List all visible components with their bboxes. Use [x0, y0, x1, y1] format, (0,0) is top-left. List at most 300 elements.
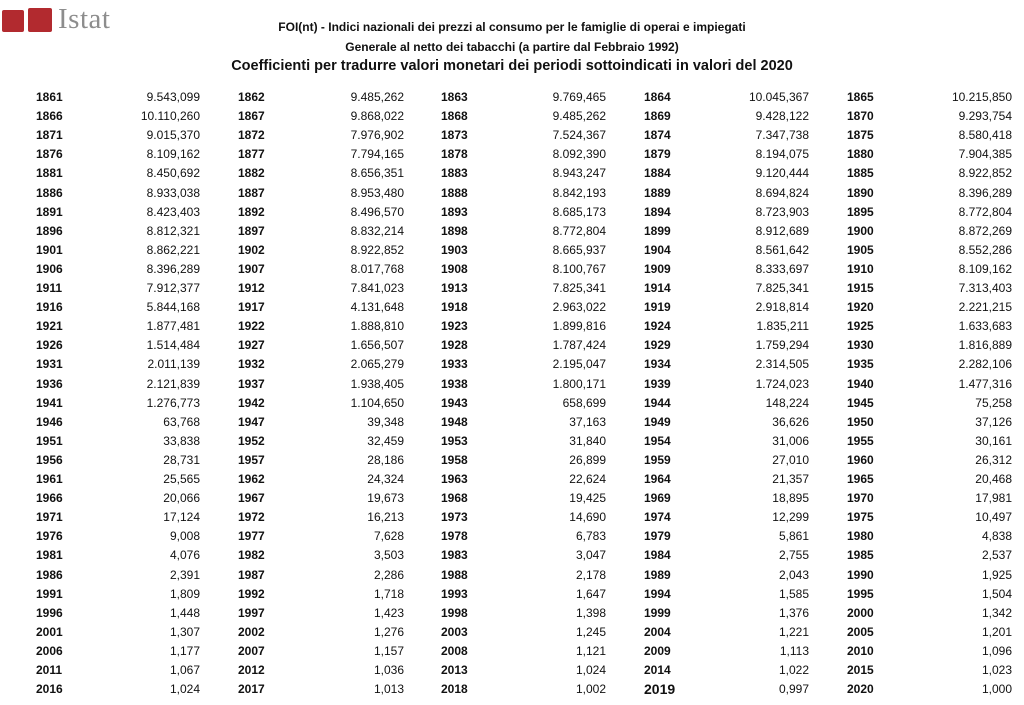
table-row [0, 470, 1024, 489]
year-cell: 1949 [644, 414, 671, 429]
table-row [0, 623, 1024, 642]
year-cell: 1954 [644, 433, 671, 448]
year-cell: 1977 [238, 529, 265, 544]
coefficient-cell: 7.313,403 [958, 281, 1012, 295]
year-cell: 1972 [238, 510, 265, 525]
coefficient-cell: 28,731 [163, 452, 200, 467]
year-cell: 1880 [847, 147, 874, 162]
year-cell: 1921 [36, 319, 63, 334]
coefficient-cell: 33,838 [163, 433, 200, 448]
year-cell: 1939 [644, 376, 671, 391]
coefficient-cell: 8.872,269 [958, 223, 1012, 238]
coefficient-cell: 1,245 [575, 624, 606, 639]
year-cell: 1945 [847, 395, 874, 410]
table-row [0, 680, 1024, 699]
coefficient-cell: 1,113 [779, 643, 809, 658]
coefficient-cell: 8.423,403 [146, 204, 200, 219]
year-cell: 1874 [644, 128, 671, 143]
year-cell: 1996 [36, 605, 63, 620]
year-cell: 1912 [238, 281, 265, 295]
coefficient-cell: 1.514,484 [146, 338, 200, 353]
coefficient-cell: 1,647 [575, 586, 606, 601]
year-cell: 1978 [441, 529, 468, 544]
year-cell: 1894 [644, 204, 671, 219]
year-cell: 1968 [441, 491, 468, 506]
table-row [0, 126, 1024, 145]
coefficient-cell: 1,276 [373, 624, 404, 639]
year-cell: 1905 [847, 242, 874, 257]
year-cell: 1896 [36, 223, 63, 238]
year-cell: 1935 [847, 357, 874, 372]
year-cell: 1994 [644, 586, 671, 601]
year-cell: 1868 [441, 109, 468, 124]
year-cell: 1882 [238, 166, 265, 181]
coefficient-cell: 8.552,286 [958, 242, 1012, 257]
year-cell: 1989 [644, 567, 671, 582]
coefficient-cell: 63,768 [163, 414, 200, 429]
year-cell: 1985 [847, 548, 874, 563]
table-row [0, 432, 1024, 451]
year-cell: 1966 [36, 491, 63, 506]
year-cell: 1861 [36, 90, 63, 104]
document-title: Coefficienti per tradurre valori monetari dei periodi sottoindicati in valori del 2020 [231, 58, 793, 74]
coefficient-cell: 2,178 [575, 567, 606, 582]
coefficient-cell: 7.904,385 [958, 147, 1012, 162]
year-cell: 1911 [36, 281, 63, 295]
coefficient-cell: 8.396,289 [146, 261, 200, 276]
coefficient-cell: 9.015,370 [146, 128, 200, 143]
coefficient-cell: 2.221,215 [958, 300, 1012, 315]
table-row [0, 642, 1024, 661]
coefficient-cell: 8.333,697 [755, 261, 809, 276]
year-cell: 2010 [847, 643, 874, 658]
coefficient-cell: 20,066 [163, 491, 200, 506]
coefficient-cell: 2,043 [778, 567, 809, 582]
year-cell: 1875 [847, 128, 874, 143]
table-row [0, 145, 1024, 164]
coefficient-cell: 1.800,171 [552, 376, 606, 391]
coefficient-cell: 24,324 [367, 472, 404, 486]
coefficient-cell: 3,047 [575, 548, 606, 563]
year-cell: 2013 [441, 663, 468, 677]
year-cell: 1888 [441, 185, 468, 200]
year-cell: 1988 [441, 567, 468, 582]
coefficient-cell: 9.485,262 [350, 90, 404, 104]
coefficient-cell: 22,624 [569, 472, 606, 486]
year-cell: 1986 [36, 567, 63, 582]
year-cell: 1952 [238, 433, 265, 448]
year-cell: 1885 [847, 166, 874, 181]
coefficient-cell: 7,628 [373, 529, 404, 544]
coefficient-cell: 8.694,824 [755, 185, 809, 200]
coefficient-cell: 1,342 [981, 605, 1012, 620]
table-row [0, 546, 1024, 565]
coefficient-cell: 9.769,465 [552, 90, 606, 104]
coefficient-cell: 8.685,173 [552, 204, 606, 219]
coefficient-cell: 1.104,650 [350, 395, 404, 410]
coefficient-cell: 1,013 [373, 682, 404, 697]
year-cell: 1991 [36, 586, 63, 601]
coefficient-cell: 8.109,162 [958, 261, 1012, 276]
year-cell: 1887 [238, 185, 265, 200]
header-line-2: Generale al netto dei tabacchi (a partire dal Febbraio 1992) [345, 40, 679, 54]
coefficient-cell: 7.524,367 [552, 128, 606, 143]
coefficient-cell: 37,163 [569, 414, 606, 429]
table-row [0, 317, 1024, 336]
coefficient-cell: 1,024 [575, 663, 606, 677]
year-cell: 1946 [36, 414, 63, 429]
coefficient-cell: 5.844,168 [146, 300, 200, 315]
table-row [0, 336, 1024, 355]
table-row [0, 527, 1024, 546]
year-cell: 1895 [847, 204, 874, 219]
year-cell: 1863 [441, 90, 468, 104]
year-cell: 1908 [441, 261, 468, 276]
coefficient-cell: 1.835,211 [756, 319, 809, 334]
year-cell: 2001 [36, 624, 63, 639]
coefficient-cell: 7.347,738 [755, 128, 809, 143]
year-cell: 1958 [441, 452, 468, 467]
year-cell: 1904 [644, 242, 671, 257]
coefficient-cell: 6,783 [575, 529, 606, 544]
year-cell: 1916 [36, 300, 63, 315]
year-cell: 1950 [847, 414, 874, 429]
year-cell: 1867 [238, 109, 265, 124]
table-row [0, 88, 1024, 107]
year-cell: 1902 [238, 242, 265, 257]
coefficient-cell: 2.195,047 [552, 357, 606, 372]
year-cell: 1976 [36, 529, 63, 544]
year-cell: 1918 [441, 300, 468, 315]
coefficient-cell: 8.109,162 [146, 147, 200, 162]
table-row [0, 260, 1024, 279]
year-cell: 1955 [847, 433, 874, 448]
year-cell: 1990 [847, 567, 874, 582]
coefficient-cell: 14,690 [569, 510, 606, 525]
table-row [0, 394, 1024, 413]
coefficient-cell: 8.450,692 [146, 166, 200, 181]
coefficient-cell: 658,699 [562, 395, 606, 410]
coefficient-cell: 1.759,294 [755, 338, 809, 353]
year-cell: 1929 [644, 338, 671, 353]
year-cell: 1993 [441, 586, 468, 601]
coefficient-cell: 2.065,279 [350, 357, 404, 372]
year-cell: 1965 [847, 472, 874, 486]
year-cell: 1903 [441, 242, 468, 257]
year-cell: 1969 [644, 491, 671, 506]
year-cell: 1967 [238, 491, 265, 506]
coefficient-cell: 1,002 [575, 682, 606, 697]
year-cell: 1970 [847, 491, 874, 506]
coefficient-cell: 1,022 [778, 663, 809, 677]
coefficient-cell: 9.293,754 [958, 109, 1012, 124]
year-cell: 1914 [644, 281, 671, 295]
coefficient-cell: 7.912,377 [146, 281, 200, 295]
year-cell: 1960 [847, 452, 874, 467]
table-row [0, 489, 1024, 508]
year-cell: 1898 [441, 223, 468, 238]
year-cell: 2008 [441, 643, 468, 658]
year-cell: 1936 [36, 376, 63, 391]
year-cell: 1998 [441, 605, 468, 620]
coefficient-cell: 8.092,390 [552, 147, 606, 162]
year-cell: 1899 [644, 223, 671, 238]
year-cell: 1883 [441, 166, 468, 181]
year-cell: 1907 [238, 261, 265, 276]
year-cell: 1889 [644, 185, 671, 200]
coefficient-cell: 1,221 [778, 624, 809, 639]
coefficient-cell: 1,177 [169, 643, 200, 658]
coefficient-cell: 1,201 [981, 624, 1012, 639]
coefficient-cell: 8.922,852 [350, 242, 404, 257]
year-cell: 2011 [36, 663, 63, 677]
coefficient-cell: 1,023 [981, 663, 1012, 677]
year-cell: 1979 [644, 529, 671, 544]
table-row [0, 184, 1024, 203]
year-cell: 2016 [36, 682, 63, 697]
year-cell: 2020 [847, 682, 874, 697]
table-row [0, 279, 1024, 298]
table-row [0, 585, 1024, 604]
year-cell: 1982 [238, 548, 265, 563]
year-cell: 1974 [644, 510, 671, 525]
year-cell: 1870 [847, 109, 874, 124]
table-row [0, 222, 1024, 241]
table-row [0, 566, 1024, 585]
year-cell: 1922 [238, 319, 265, 334]
year-cell: 1937 [238, 376, 265, 391]
coefficient-cell: 1,157 [373, 643, 404, 658]
coefficient-cell: 31,840 [569, 433, 606, 448]
year-cell: 1862 [238, 90, 265, 104]
coefficient-cell: 37,126 [975, 414, 1012, 429]
year-cell: 2000 [847, 605, 874, 620]
year-cell: 1884 [644, 166, 671, 181]
year-cell: 2003 [441, 624, 468, 639]
year-cell: 1956 [36, 452, 63, 467]
coefficient-cell: 1,504 [981, 586, 1012, 601]
coefficient-cell: 1,096 [981, 643, 1012, 658]
year-cell: 1913 [441, 281, 468, 295]
year-cell: 1865 [847, 90, 874, 104]
coefficient-cell: 8.812,321 [146, 223, 200, 238]
coefficient-cell: 5,861 [778, 529, 809, 544]
coefficient-cell: 1,925 [981, 567, 1012, 582]
year-cell: 1997 [238, 605, 265, 620]
coefficient-cell: 1,067 [169, 663, 200, 677]
year-cell: 1984 [644, 548, 671, 563]
coefficient-cell: 1.477,316 [958, 376, 1012, 391]
year-cell: 1995 [847, 586, 874, 601]
coefficient-cell: 8.772,804 [552, 223, 606, 238]
year-cell: 1892 [238, 204, 265, 219]
table-row [0, 298, 1024, 317]
year-cell: 1981 [36, 548, 63, 563]
year-cell: 2009 [644, 643, 671, 658]
coefficient-cell: 12,299 [772, 510, 809, 525]
coefficient-cell: 3,503 [373, 548, 404, 563]
coefficient-cell: 1,585 [778, 586, 809, 601]
coefficient-cell: 26,899 [569, 452, 606, 467]
year-cell: 2004 [644, 624, 671, 639]
coefficient-cell: 8.842,193 [552, 185, 606, 200]
year-cell: 2014 [644, 663, 671, 677]
year-cell: 1944 [644, 395, 671, 410]
coefficient-cell: 7.825,341 [552, 281, 606, 295]
year-cell: 1901 [36, 242, 63, 257]
coefficient-cell: 7.976,902 [350, 128, 404, 143]
coefficient-cell: 1.787,424 [552, 338, 606, 353]
coefficient-cell: 1,376 [778, 605, 809, 620]
coefficient-cell: 1,307 [169, 624, 200, 639]
coefficient-cell: 1,398 [575, 605, 606, 620]
year-cell: 1881 [36, 166, 63, 181]
coefficient-cell: 36,626 [772, 414, 809, 429]
year-cell: 1879 [644, 147, 671, 162]
table-row [0, 508, 1024, 527]
coefficient-cell: 1,423 [373, 605, 404, 620]
year-cell: 1962 [238, 472, 265, 486]
coefficient-cell: 2,286 [373, 567, 404, 582]
table-row [0, 164, 1024, 183]
year-cell: 1933 [441, 357, 468, 372]
year-cell: 1941 [36, 395, 63, 410]
table-row [0, 203, 1024, 222]
year-cell: 1934 [644, 357, 671, 372]
coefficient-cell: 2,537 [981, 548, 1012, 563]
year-cell: 2002 [238, 624, 265, 639]
coefficient-cell: 8.953,480 [350, 185, 404, 200]
coefficient-cell: 8.723,903 [755, 204, 809, 219]
year-cell: 1919 [644, 300, 671, 315]
year-cell: 1963 [441, 472, 468, 486]
coefficient-cell: 1,809 [169, 586, 200, 601]
coefficient-cell: 10.045,367 [748, 90, 809, 104]
coefficient-cell: 16,213 [367, 510, 404, 525]
year-cell: 1948 [441, 414, 468, 429]
coefficient-cell: 1.633,683 [958, 319, 1012, 334]
coefficient-cell: 9.120,444 [755, 166, 809, 181]
coefficient-cell: 2,755 [778, 548, 809, 563]
year-cell: 1878 [441, 147, 468, 162]
year-cell: 1910 [847, 261, 874, 276]
year-cell: 1983 [441, 548, 468, 563]
year-cell: 1872 [238, 128, 265, 143]
coefficient-cell: 18,895 [772, 491, 809, 506]
coefficient-cell: 8.922,852 [958, 166, 1012, 181]
coefficient-cell: 1,448 [169, 605, 200, 620]
coefficient-cell: 31,006 [772, 433, 809, 448]
year-cell: 1897 [238, 223, 265, 238]
year-cell: 1924 [644, 319, 671, 334]
coefficient-cell: 17,124 [163, 510, 200, 525]
year-cell: 1877 [238, 147, 265, 162]
year-cell: 1923 [441, 319, 468, 334]
coefficient-cell: 2.282,106 [958, 357, 1012, 372]
year-cell: 1864 [644, 90, 671, 104]
coefficient-cell: 1.938,405 [350, 376, 404, 391]
coefficient-cell: 19,425 [569, 491, 606, 506]
coefficient-cell: 4.131,648 [350, 300, 404, 315]
coefficient-cell: 25,565 [163, 472, 200, 486]
coefficient-cell: 8.194,075 [755, 147, 809, 162]
coefficient-cell: 28,186 [367, 452, 404, 467]
coefficient-cell: 9.485,262 [552, 109, 606, 124]
table-row [0, 241, 1024, 260]
coefficient-cell: 8.496,570 [350, 204, 404, 219]
year-cell: 1992 [238, 586, 265, 601]
year-cell: 1961 [36, 472, 63, 486]
coefficient-cell: 1.816,889 [958, 338, 1012, 353]
coefficient-cell: 148,224 [765, 395, 809, 410]
header-line-1: FOI(nt) - Indici nazionali dei prezzi al consumo per le famiglie di operai e impiegati [278, 20, 746, 34]
coefficient-cell: 1.877,481 [146, 319, 200, 334]
table-row [0, 451, 1024, 470]
coefficient-cell: 1.724,023 [755, 376, 809, 391]
year-cell: 1932 [238, 357, 265, 372]
coefficient-cell: 8.862,221 [146, 242, 200, 257]
year-cell: 1890 [847, 185, 874, 200]
coefficient-cell: 8.943,247 [552, 166, 606, 181]
year-cell: 2012 [238, 663, 265, 677]
year-cell: 1915 [847, 281, 874, 295]
coefficient-cell: 2.121,839 [146, 376, 200, 391]
year-cell: 2006 [36, 643, 63, 658]
coefficient-cell: 19,673 [367, 491, 404, 506]
coefficient-cell: 1,000 [981, 682, 1012, 697]
coefficient-cell: 7.825,341 [755, 281, 809, 295]
year-cell: 1917 [238, 300, 265, 315]
year-cell: 1866 [36, 109, 63, 124]
coefficient-cell: 10,497 [975, 510, 1012, 525]
year-cell: 1940 [847, 376, 874, 391]
year-cell: 1942 [238, 395, 265, 410]
coefficient-cell: 9.543,099 [146, 90, 200, 104]
coefficient-cell: 2,391 [169, 567, 200, 582]
coefficient-cell: 8.832,214 [350, 223, 404, 238]
year-cell: 1938 [441, 376, 468, 391]
year-cell: 1951 [36, 433, 63, 448]
year-cell: 1906 [36, 261, 63, 276]
coefficient-cell: 27,010 [772, 452, 809, 467]
coefficient-cell: 2.011,139 [147, 357, 200, 372]
coefficient-cell: 1,121 [575, 643, 606, 658]
year-cell: 1947 [238, 414, 265, 429]
year-cell: 1871 [36, 128, 63, 143]
coefficient-cell: 8.580,418 [958, 128, 1012, 143]
coefficient-cell: 32,459 [367, 433, 404, 448]
coefficient-cell: 8.933,038 [146, 185, 200, 200]
coefficient-cell: 21,357 [772, 472, 809, 486]
coefficient-cell: 0,997 [778, 682, 809, 697]
year-cell: 1930 [847, 338, 874, 353]
year-cell: 1928 [441, 338, 468, 353]
coefficient-cell: 8.772,804 [958, 204, 1012, 219]
year-cell: 2005 [847, 624, 874, 639]
year-cell: 2015 [847, 663, 874, 677]
table-row [0, 375, 1024, 394]
year-cell: 1926 [36, 338, 63, 353]
year-cell: 1973 [441, 510, 468, 525]
istat-logo-text: Istat [58, 2, 111, 35]
year-cell: 1975 [847, 510, 874, 525]
coefficient-cell: 7.841,023 [350, 281, 404, 295]
year-cell: 1886 [36, 185, 63, 200]
coefficient-cell: 4,838 [981, 529, 1012, 544]
year-cell: 1900 [847, 223, 874, 238]
coefficient-cell: 8.561,642 [755, 242, 809, 257]
coefficient-cell: 26,312 [975, 452, 1012, 467]
